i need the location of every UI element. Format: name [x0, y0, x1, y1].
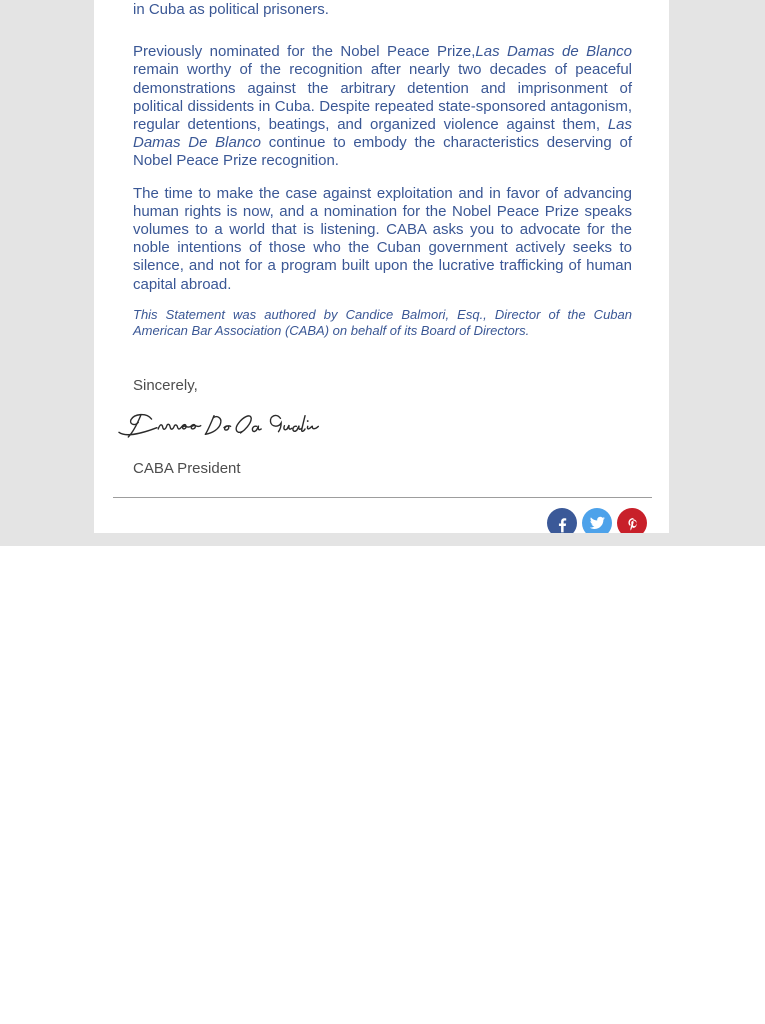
email-card: [94, 0, 669, 533]
email-body: [94, 1, 669, 478]
signature-image: [117, 408, 323, 446]
paragraph-political-prisoners: in Cuba as political prisoners.: [133, 1, 329, 18]
signature-handwriting: [117, 408, 323, 446]
signer-title: CABA President: [133, 459, 241, 477]
paragraph-call-to-action: The time to make the case against exploitation and in favor of advancing human rights is now, and a nomination for the Nobel Peace Prize speaks volumes to a world that is listening. CABA asks you to advocate for the noble intentions of those who the Cuban government actively seeks to silence, and not for a program built upon the lucrative trafficking of human capital abroad.: [133, 184, 632, 293]
pinterest-button[interactable]: [617, 508, 647, 533]
social-buttons: [94, 508, 669, 533]
salutation-text: Sincerely,: [133, 376, 198, 394]
facebook-button[interactable]: [547, 508, 577, 533]
footer-divider: [113, 497, 652, 498]
attribution-note: This Statement was authored by Candice Balmori, Esq., Director of the Cuban American Bar Association (CABA) on behalf of its Board of Directors.: [133, 306, 632, 339]
pinterest-icon: [622, 514, 642, 533]
paragraph-nomination: Previously nominated for the Nobel Peace Prize,Las Damas de Blanco remain worthy of the recognition after nearly two decades of peaceful demonstrations against the arbitrary detention and imprisonment of political dissidents in Cuba. Despite repeated state-sponsored antagonism, regular detentions, beatings, and organized violence against them, Las Damas De Blanco continue to embody the characteristics deserving of Nobel Peace Prize recognition.: [133, 43, 632, 170]
twitter-button[interactable]: [582, 508, 612, 533]
twitter-icon: [589, 514, 606, 531]
facebook-icon: [553, 515, 572, 533]
